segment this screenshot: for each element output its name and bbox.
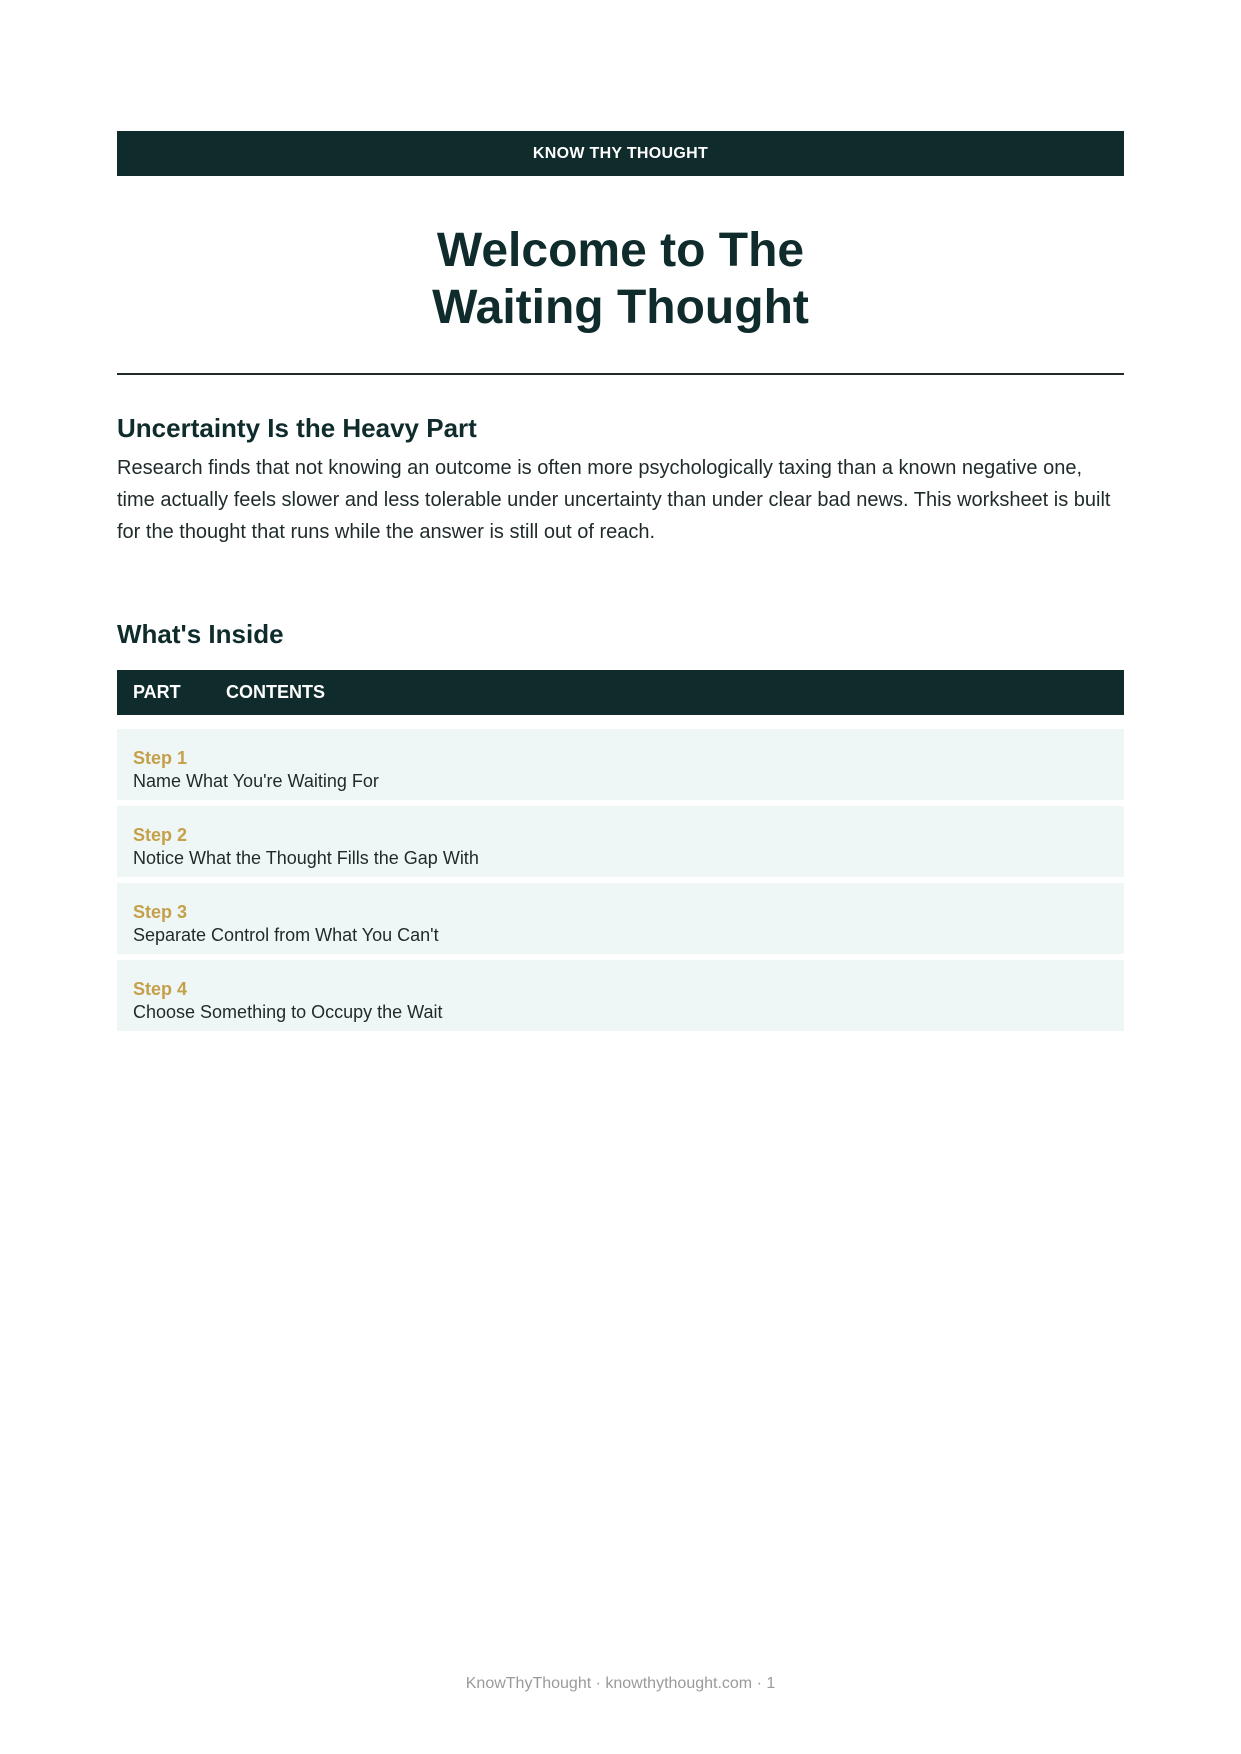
page-title-line-1: Welcome to The — [436, 224, 805, 277]
step-text: Name What You're Waiting For — [133, 771, 379, 791]
page-title-line-2: Waiting Thought — [432, 281, 809, 334]
brand-name: KNOW THY THOUGHT — [532, 144, 709, 162]
intro-paragraph: Research finds that not knowing an outcome is often more psychologically taxing than a known negative one, time actually feels slower and less tolerable under uncertainty than under clear bad news. This worksheet is built for the thought that runs while the answer is still out of reach. — [117, 457, 1111, 543]
step-row-3 — [117, 883, 1124, 954]
title-divider — [117, 373, 1124, 375]
step-text: Notice What the Thought Fills the Gap With — [133, 848, 479, 868]
brand-header-bar — [117, 131, 1124, 176]
step-label: Step 1 — [133, 748, 188, 768]
step-text: Separate Control from What You Can't — [133, 925, 439, 945]
step-row-1 — [117, 729, 1124, 800]
worksheet-page — [117, 131, 1124, 1037]
step-text: Choose Something to Occupy the Wait — [133, 1002, 443, 1022]
column-header-contents: CONTENTS — [226, 682, 325, 702]
step-row-2 — [117, 806, 1124, 877]
contents-heading: What's Inside — [117, 619, 284, 649]
step-label: Step 4 — [133, 979, 188, 999]
contents-table-header — [117, 670, 1124, 715]
page-title — [117, 222, 1124, 336]
column-header-part: PART — [133, 682, 181, 702]
step-row-4 — [117, 960, 1124, 1031]
intro-heading: Uncertainty Is the Heavy Part — [117, 413, 477, 443]
step-label: Step 3 — [133, 902, 188, 922]
step-label: Step 2 — [133, 825, 188, 845]
contents-step-list — [117, 729, 1124, 1031]
page-footer: KnowThyThought · knowthythought.com · 1 — [465, 1675, 776, 1692]
